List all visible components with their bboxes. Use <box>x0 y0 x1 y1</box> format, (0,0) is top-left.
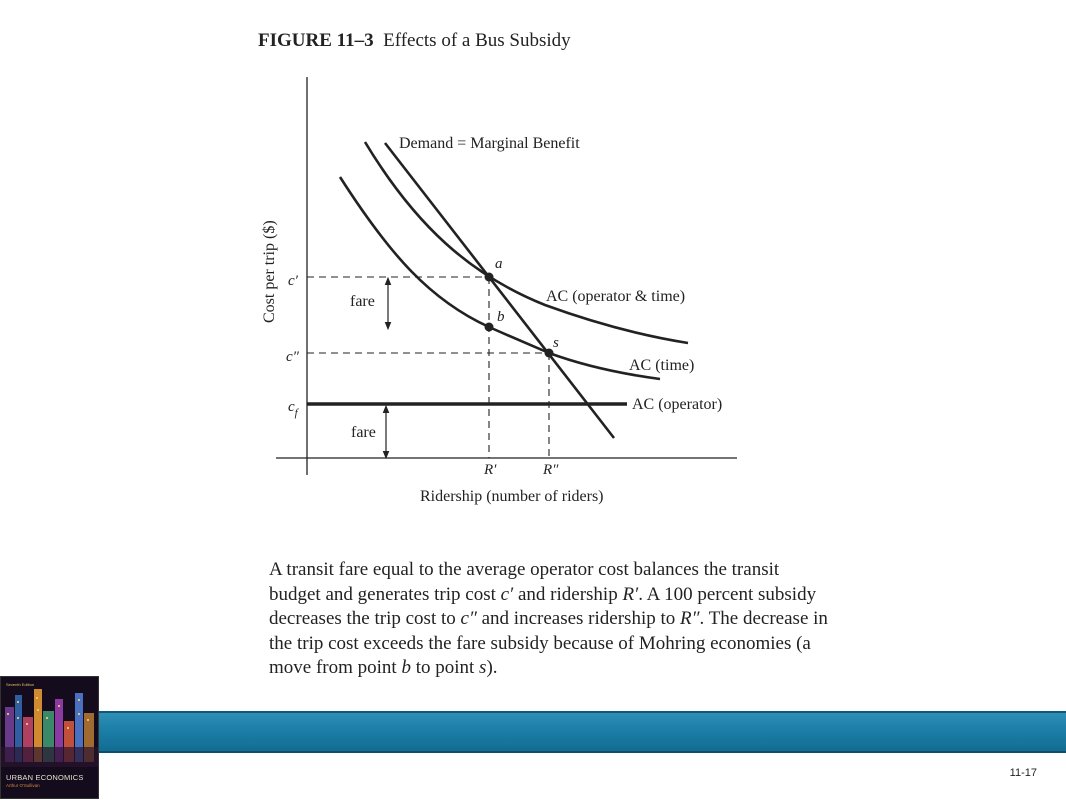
point-a-label: a <box>495 256 503 272</box>
fare-lower-label: fare <box>351 424 376 441</box>
x-tick-r-prime: R′ <box>484 462 497 478</box>
y-tick-c-f-base: c <box>288 399 295 415</box>
y-tick-c-prime: c′ <box>288 273 298 289</box>
figure-caption <box>269 558 829 681</box>
y-tick-c-double-prime: c″ <box>286 349 299 365</box>
point-b-marker <box>485 323 494 332</box>
book-edition: Seventh Edition <box>6 682 35 687</box>
caption-var: s <box>479 657 487 678</box>
caption-text: and increases ridership to <box>476 608 681 629</box>
footer-banner <box>0 711 1066 753</box>
point-a-marker <box>485 273 494 282</box>
caption-text: . The decrease in the trip cost exceeds the fare subsidy because of Mohring economies (a move from point <box>269 608 828 678</box>
ac-time-label: AC (time) <box>629 357 695 374</box>
caption-var: b <box>401 657 411 678</box>
caption-var: c″ <box>460 608 477 629</box>
caption-var: c′ <box>500 583 514 605</box>
dashed-guides <box>307 277 549 458</box>
y-tick-c-f-subscript: f <box>294 407 298 419</box>
caption-text: to point <box>410 657 480 678</box>
caption-text: . A 100 percent subsidy decreases the trip cost to <box>269 583 817 629</box>
figure-title-text: Effects of a Bus Subsidy <box>383 30 571 51</box>
x-axis-label: Ridership (number of riders) <box>420 488 604 505</box>
caption-text: ). <box>486 657 498 678</box>
y-tick-c-f <box>288 399 300 419</box>
book-cover <box>0 676 99 799</box>
point-b-label: b <box>497 309 505 325</box>
ac-operator-time-curve <box>365 142 688 343</box>
figure-number: FIGURE 11–3 <box>258 30 374 51</box>
slide-number: 11-17 <box>1009 767 1037 779</box>
caption-var: R′ <box>622 583 639 605</box>
ac-time-curve <box>340 177 660 379</box>
caption-text: and ridership <box>513 583 623 605</box>
y-axis-label: Cost per trip ($) <box>261 220 278 323</box>
x-tick-r-double-prime: R″ <box>543 462 559 478</box>
caption-text: A transit fare equal to the average operator cost balances the transit budget and generates trip cost <box>269 559 780 605</box>
point-s-label: s <box>553 335 559 351</box>
caption-var: R″ <box>680 608 700 629</box>
ac-operator-time-label: AC (operator & time) <box>546 288 686 305</box>
book-title: URBAN ECONOMICS <box>6 773 84 782</box>
demand-label: Demand = Marginal Benefit <box>399 135 580 152</box>
fare-upper-label: fare <box>350 293 375 310</box>
book-author: Arthur O'Sullivan <box>6 783 40 788</box>
ac-operator-label: AC (operator) <box>632 396 723 413</box>
